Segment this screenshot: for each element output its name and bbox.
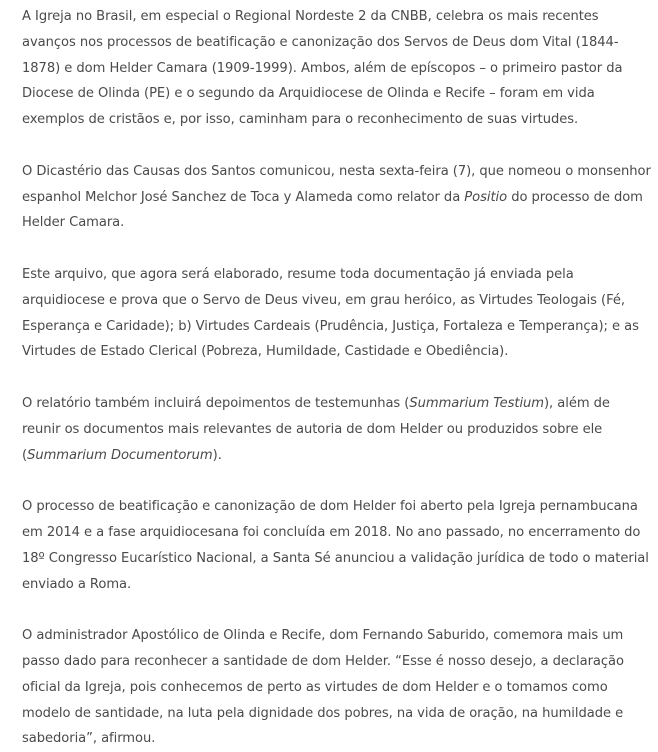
article-paragraph-3: Este arquivo, que agora será elaborado, resume toda documentação já enviada pela arquidiocese e prova que o Servo de Deus viveu, em grau heróico, as Virtudes Teologais (Fé, Esperança e Caridade); b) Virtudes Cardeais (Prudência, Justiça, Fortaleza e Temperança); e as Virtudes de Estado Clerical (Pobreza, Humildade, Castidade e Obediência). <box>22 266 639 360</box>
article-paragraph-4 <box>22 391 652 468</box>
paragraph-4-text-a: O relatório também incluirá depoimentos de testemunhas ( <box>22 395 410 411</box>
article-body <box>22 4 652 752</box>
article-paragraph-2 <box>22 159 652 236</box>
summarium-documentorum-term: Summarium Documentorum <box>27 447 213 463</box>
paragraph-2-text-b: do processo de dom Helder Camara. <box>22 189 643 231</box>
article-paragraph-1: A Igreja no Brasil, em especial o Regional Nordeste 2 da CNBB, celebra os mais recentes avanços nos processos de beatificação e canonização dos Servos de Deus dom Vital (1844-1878) e dom Helder Camara (1909-1999). Ambos, além de epíscopos – o primeiro pastor da Diocese de Olinda (PE) e o segundo da Arquidiocese de Olinda e Recife – foram em vida exemplos de cristãos e, por isso, caminham para o reconhecimento de suas virtudes. <box>22 9 623 128</box>
paragraph-4-text-c: ). <box>212 447 222 463</box>
summarium-testium-term: Summarium Testium <box>409 395 544 411</box>
positio-term: Positio <box>464 189 508 205</box>
article-paragraph-6: O administrador Apostólico de Olinda e Recife, dom Fernando Saburido, comemora mais um passo dado para reconhecer a santidade de dom Helder. “Esse é nosso desejo, a declaração oficial da Igreja, pois conhecemos de perto as virtudes de dom Helder e o tomamos como modelo de santidade, na luta pela dignidade dos pobres, na vida de oração, na humildade e sabedoria”, afirmou. <box>22 628 624 747</box>
article-paragraph-5: O processo de beatificação e canonização de dom Helder foi aberto pela Igreja pernambucana em 2014 e a fase arquidiocesana foi concluída em 2018. No ano passado, no encerramento do 18º Congresso Eucarístico Nacional, a Santa Sé anunciou a validação jurídica de todo o material enviado a Roma. <box>22 499 649 592</box>
paragraph-4-text-b: ), além de reunir os documentos mais relevantes de autoria de dom Helder ou produzidos sobre ele ( <box>22 395 610 463</box>
paragraph-2-text-a: O Dicastério das Causas dos Santos comunicou, nesta sexta-feira (7), que nomeou o monsenhor espanhol Melchor José Sanchez de Toca y Alameda como relator da <box>22 163 651 205</box>
